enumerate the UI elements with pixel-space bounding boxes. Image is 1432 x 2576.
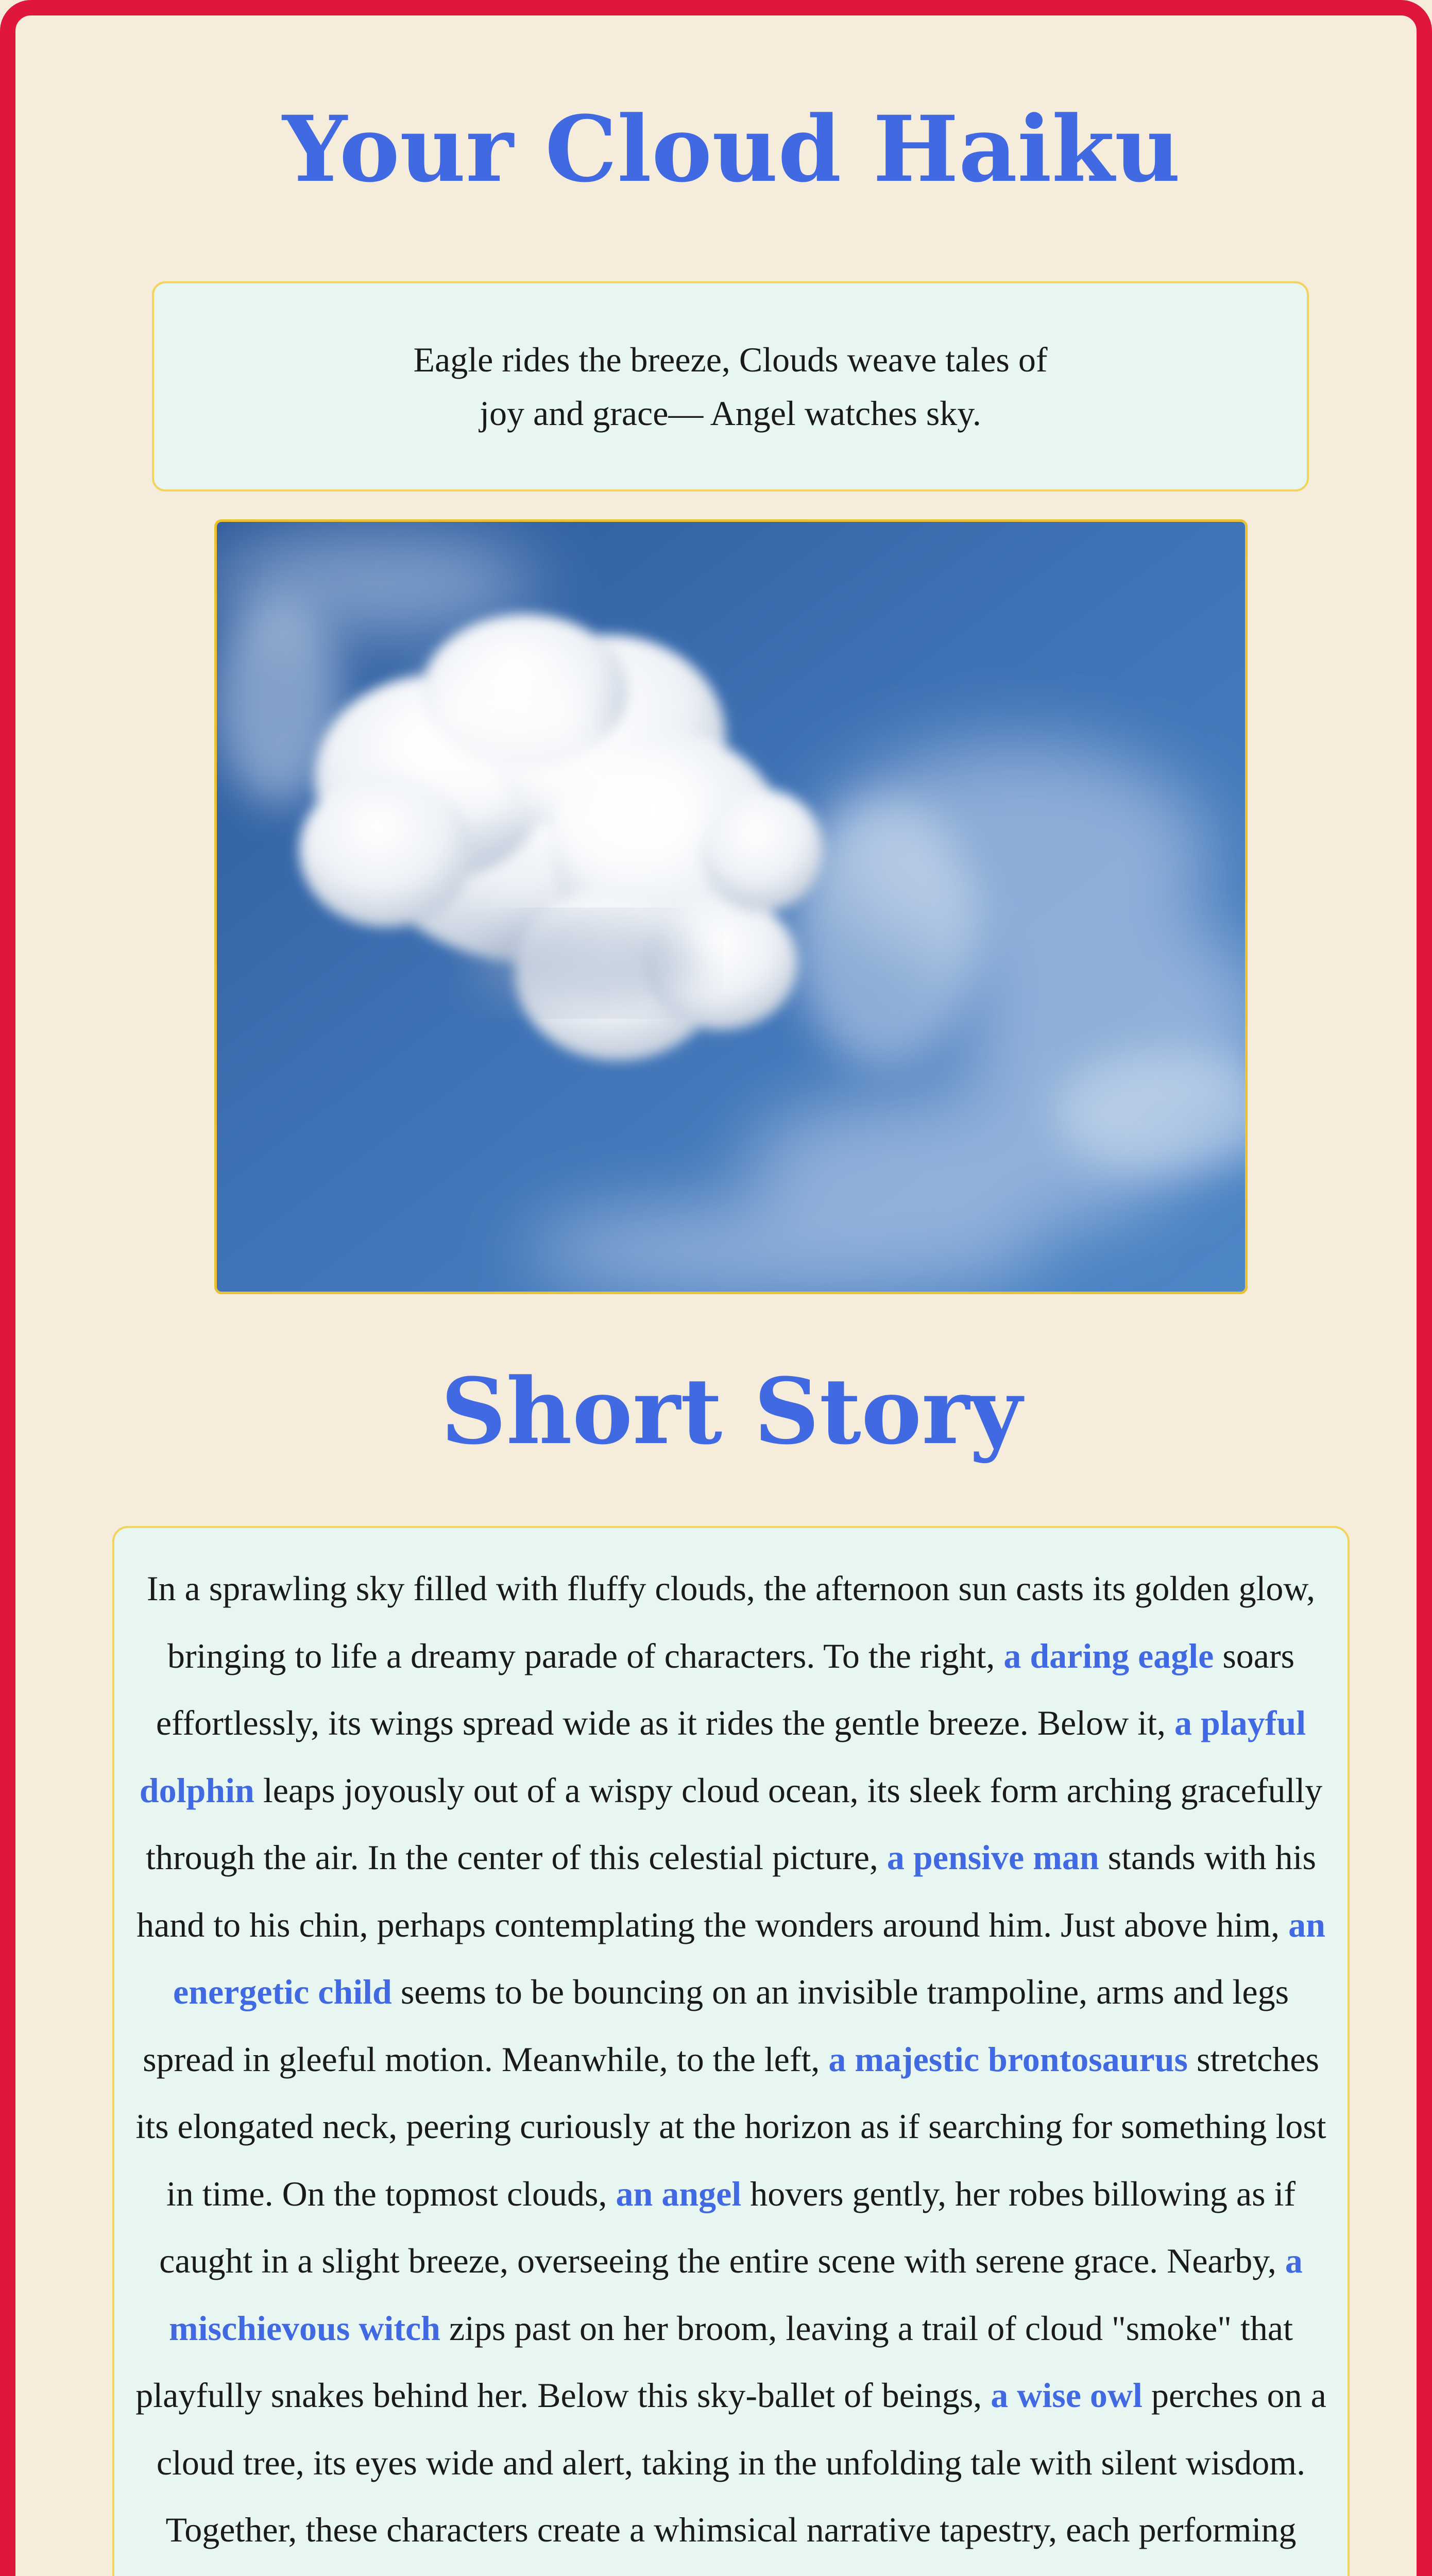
story-segment: soars effortlessly, its wings spread wide as it rides the gentle breeze. Below it, xyxy=(156,1636,1295,1742)
story-text xyxy=(135,1555,1327,2576)
cloud-photo-icon xyxy=(217,522,1245,1292)
character-highlight: an energetic child xyxy=(173,1905,1325,2011)
cloud-photo xyxy=(214,519,1248,1294)
story-segment: stretches its elongated neck, peering curiously at the horizon as if searching for something lost in time. On the topmost clouds, xyxy=(135,2039,1326,2213)
haiku-card xyxy=(152,281,1309,492)
story-segment: leaps joyously out of a wispy cloud ocean, its sleek form arching gracefully through the air. In the center of this celestial picture, xyxy=(146,1770,1323,1877)
story-segment: seems to be bouncing on an invisible trampoline, arms and legs spread in gleeful motion. Meanwhile, to the left, xyxy=(143,1972,1289,2079)
story-card xyxy=(112,1526,1350,2576)
story-segment: In a sprawling sky filled with fluffy clouds, the afternoon sun casts its golden glow, bringing to life a dreamy parade of characters. To the right, xyxy=(146,1569,1316,1675)
character-highlight: an angel xyxy=(616,2174,742,2213)
character-highlight: a wise owl xyxy=(991,2376,1143,2415)
page-title: Your Cloud Haiku xyxy=(282,96,1181,202)
story-segment: hovers gently, her robes billowing as if caught in a slight breeze, overseeing the entire scene with serene grace. Nearby, xyxy=(159,2174,1296,2280)
story-segment: zips past on her broom, leaving a trail of cloud "smoke" that playfully snakes behind her. Below this sky-ballet of beings, xyxy=(135,2308,1293,2415)
story-heading: Short Story xyxy=(440,1358,1022,1465)
character-highlight: a majestic brontosaurus xyxy=(828,2039,1188,2079)
haiku-text: Eagle rides the breeze, Clouds weave tales of joy and grace— Angel watches sky. xyxy=(413,340,1048,433)
character-highlight: a pensive man xyxy=(887,1838,1099,1877)
character-highlight: a daring eagle xyxy=(1003,1636,1214,1675)
story-segment: perches on a cloud tree, its eyes wide and alert, taking in the unfolding tale with silent wisdom. Together, these characters create a whimsical narrative tapestry, each performing xyxy=(156,2376,1326,2549)
character-highlight: a playful dolphin xyxy=(139,1703,1306,1810)
story-segment: stands with his hand to his chin, perhaps contemplating the wonders around him. Just above him, xyxy=(137,1838,1316,1944)
character-highlight: a mischievous witch xyxy=(168,2241,1303,2348)
